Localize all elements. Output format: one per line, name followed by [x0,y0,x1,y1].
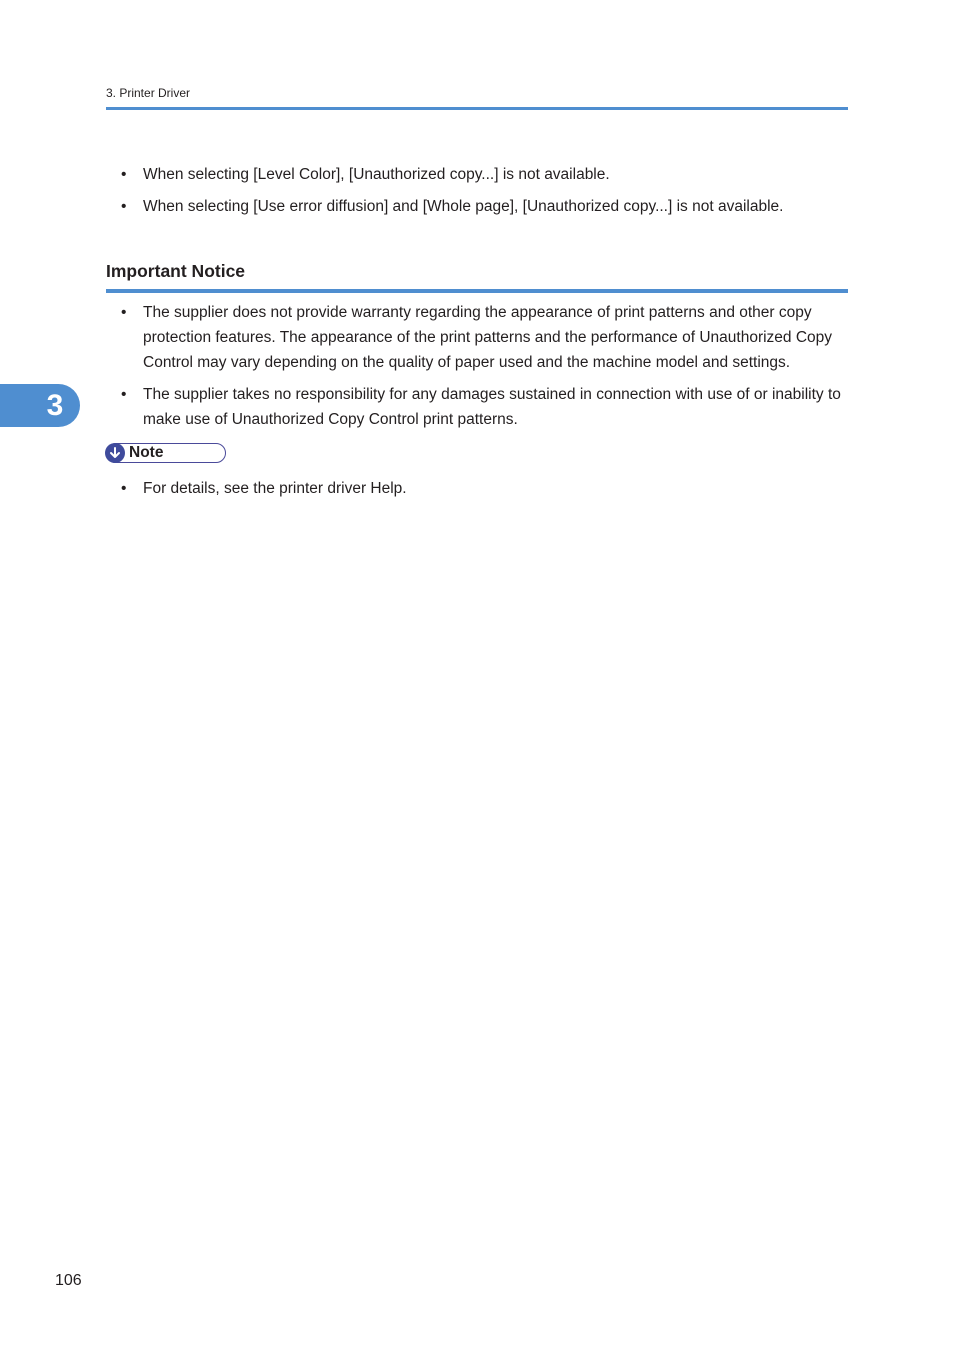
intro-bullet-list [106,162,856,226]
bullet-dot: • [121,166,127,183]
list-item: • The supplier takes no responsibility for any damages sustained in connection with use of or inability to make use of Unauthorized Copy Control print patterns. [106,382,856,432]
bullet-dot: • [121,386,127,403]
chapter-tab [0,384,80,427]
header-rule [106,107,848,110]
note-badge [106,443,226,463]
running-header: 3. Printer Driver [106,86,191,100]
bullet-dot: • [121,480,127,497]
important-notice-bullet-list [106,300,856,439]
list-item: • When selecting [Use error diffusion] and [Whole page], [Unauthorized copy...] is not available. [106,194,856,219]
bullet-dot: • [121,304,127,321]
section-rule [106,289,848,293]
page-number: 106 [55,1272,82,1289]
section-title: Important Notice [106,261,246,281]
note-bullet-list [106,476,856,508]
list-item: • For details, see the printer driver Help. [106,476,856,501]
list-item: • When selecting [Level Color], [Unauthorized copy...] is not available. [106,162,856,187]
chapter-number: 3 [46,388,64,422]
note-label: Note [129,444,164,461]
down-arrow-icon [105,443,125,463]
bullet-dot: • [121,198,127,215]
list-item: • The supplier does not provide warranty regarding the appearance of print patterns and other copy protection features. The appearance of the print patterns and the performance of Unauthorized Copy Control may vary depending on the quality of paper used and the machine model and settings. [106,300,856,375]
